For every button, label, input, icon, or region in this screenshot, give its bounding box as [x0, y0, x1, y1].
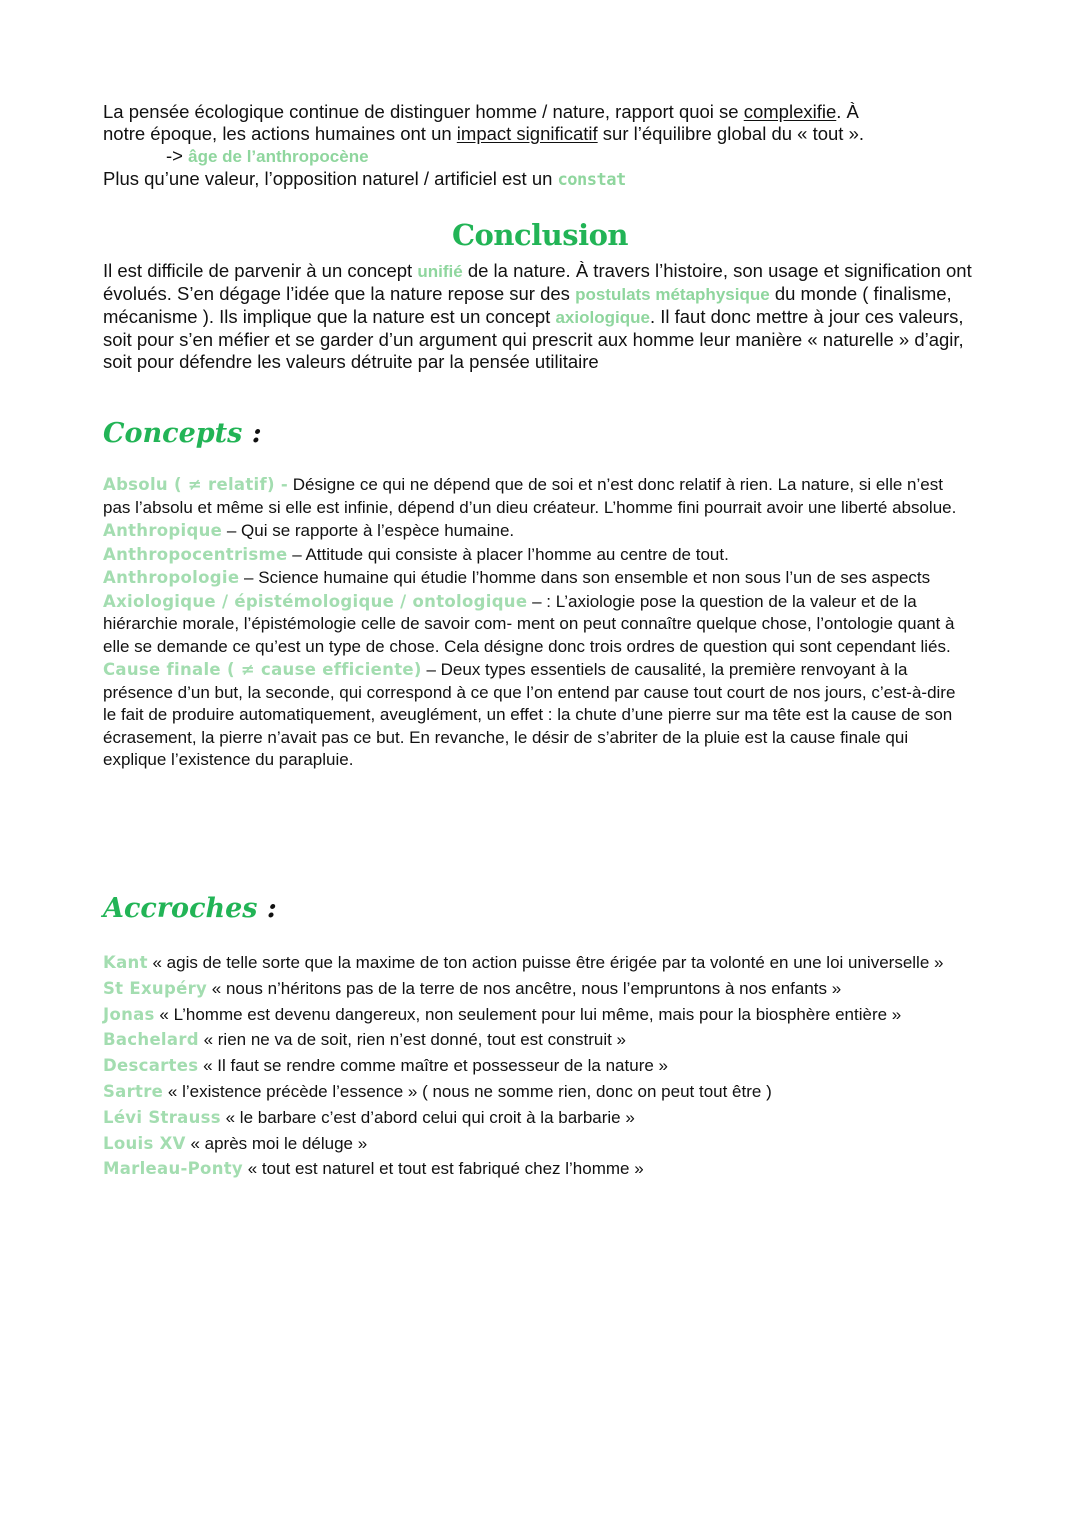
highlight-anthropocene: âge de l’anthropocène [188, 147, 369, 166]
quote-item: Bachelard « rien ne va de soit, rien n’est donné, tout est construit » [103, 1030, 627, 1050]
concept-item: Anthropocentrisme – Attitude qui consiste à placer l’homme au centre de tout. [103, 544, 729, 564]
quote-item: Descartes « Il faut se rendre comme maître et possesseur de la nature » [103, 1056, 668, 1076]
concept-term: Anthropique [103, 521, 223, 540]
concept-item: Anthropique – Qui se rapporte à l’espèce humaine. [103, 521, 515, 540]
highlight-postulats: postulats métaphysique [575, 285, 770, 304]
quote-author: Kant [103, 953, 148, 972]
highlight-unifie: unifié [417, 262, 463, 281]
concept-item: Axiologique / épistémologique / ontologique – : L’axiologie pose la question de la valeur et de la hiérarchie morale, l’épistémologie celle de savoir com- ment on peut connaître quelque chose, l’ontologie quant à elle se demande ce qu’est un type de chose. Cela désigne donc trois ordres de question qui sont cependant liés. [103, 591, 955, 656]
highlight-constat: constat [557, 170, 626, 190]
quote-author: Bachelard [103, 1030, 199, 1050]
concepts-title: Concepts : [103, 418, 262, 449]
intro-line-4: Plus qu’une valeur, l’opposition naturel / artificiel est un constat [103, 168, 626, 190]
quote-item: Marleau-Ponty « tout est naturel et tout est fabriqué chez l’homme » [103, 1159, 644, 1179]
concepts-list [103, 474, 973, 773]
quote-author: Marleau-Ponty [103, 1159, 243, 1179]
quote-item: Lévi Strauss « le barbare c’est d’abord celui qui croit à la barbarie » [103, 1107, 635, 1127]
quote-item: Jonas « L’homme est devenu dangereux, non seulement pour lui même, mais pour la biosphère entière » [103, 1004, 902, 1024]
concept-term: Anthropologie [103, 568, 240, 587]
concept-item: Absolu ( ≠ relatif) - Désigne ce qui ne dépend que de soi et n’est donc relatif à rien. La nature, si elle n’est pas l’absolu et même si elle est infinie, dépend d’un dieu créateur. L’homme fini pourrait avoir une liberté absolue. [103, 475, 957, 517]
highlight-axiologique: axiologique [555, 308, 650, 327]
concept-term: Cause finale ( ≠ cause efficiente) [103, 660, 422, 679]
quote-item: Louis XV « après moi le déluge » [103, 1133, 368, 1153]
quote-author: St Exupéry [103, 978, 208, 998]
underlined-term: impact significatif [456, 123, 598, 144]
quote-author: Descartes [103, 1056, 199, 1076]
accroches-list [103, 950, 973, 1182]
intro-line-2: notre époque, les actions humaines ont un impact significatif sur l’équilibre global du « tout ». [103, 123, 865, 144]
conclusion-title: Conclusion [451, 218, 629, 252]
quote-item: Kant « agis de telle sorte que la maxime de ton action puisse être érigée par ta volonté en une loi universelle » [103, 953, 944, 972]
anthropocene-note: -> âge de l’anthropocène [166, 145, 369, 166]
quote-item: St Exupéry « nous n’héritons pas de la terre de nos ancêtre, nous l’empruntons à nos enfants » [103, 978, 842, 998]
concept-item: Cause finale ( ≠ cause efficiente) – Deux types essentiels de causalité, la première renvoyant à la présence d’un but, la seconde, qui correspond à ce que l’on entend par cause tout court de nos jours, c’est-à-dire le fait de produire automatiquement, aveuglément, un effet : la chute d’une pierre sur ma tête est la cause de son écrasement, la pierre n’avait pas ce but. En revanche, le désir de s’abriter de la pluie est la cause finale qui explique l’existence du parapluie. [103, 660, 956, 769]
quote-author: Sartre [103, 1081, 164, 1101]
intro-paragraph [103, 101, 1003, 191]
conclusion-paragraph: Il est difficile de parvenir à un concept unifié de la nature. À travers l’histoire, son usage et signification ont évolués. S’en dégage l’idée que la nature repose sur des postulats métaphysique du monde ( finalisme, mécanisme ). Ils implique que la nature est un concept axiologique. Il faut donc mettre à jour ces valeurs, soit pour s’en méfier et se garder d’un argument qui prescrit aux homme leur manière « naturelle » d’agir, soit pour défendre les valeurs détruite par la pensée utilitaire [103, 260, 972, 372]
concept-term: Axiologique / épistémologique / ontologique [103, 591, 528, 611]
concept-term: Anthropocentrisme [103, 544, 288, 564]
quote-author: Lévi Strauss [103, 1107, 221, 1127]
quote-author: Louis XV [103, 1133, 186, 1153]
concept-item: Anthropologie – Science humaine qui étudie l’homme dans son ensemble et non sous l’un de ses aspects [103, 568, 931, 587]
quote-item: Sartre « l’existence précède l’essence » ( nous ne somme rien, donc on peut tout être ) [103, 1081, 772, 1101]
concept-term: Absolu ( ≠ relatif) - [103, 475, 289, 494]
underlined-term: complexifie [743, 101, 837, 122]
accroches-title: Accroches : [103, 893, 277, 924]
quote-author: Jonas [103, 1004, 155, 1024]
intro-line-1: La pensée écologique continue de distinguer homme / nature, rapport quoi se complexifie. À [103, 101, 859, 122]
